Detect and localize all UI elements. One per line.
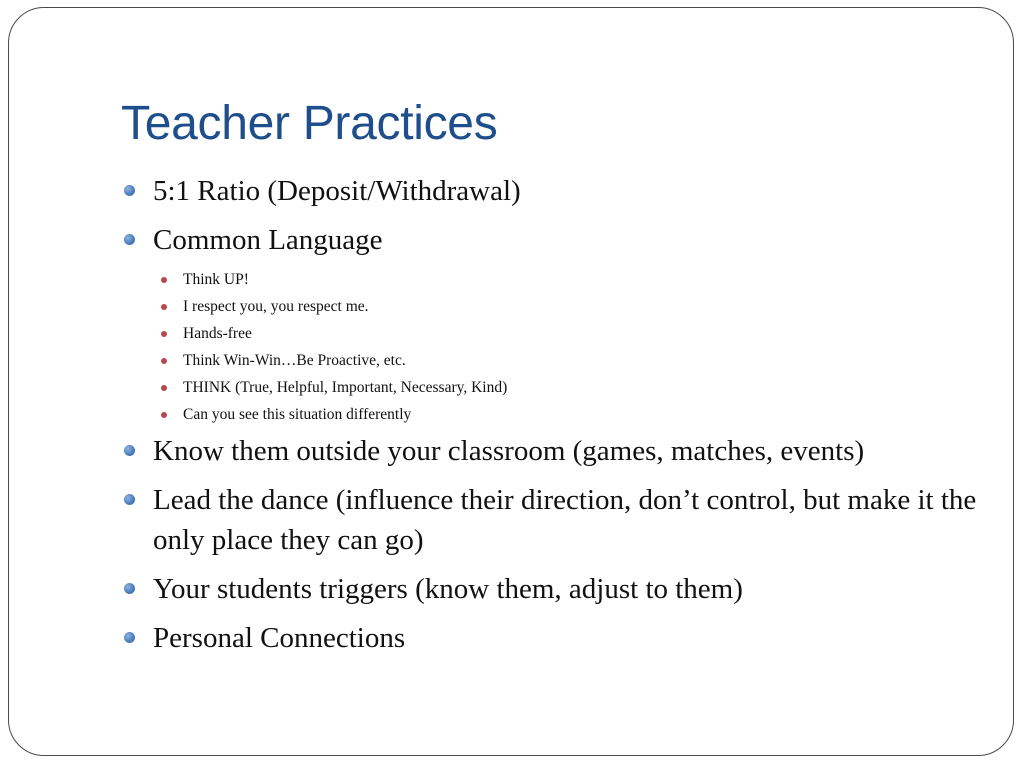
bullet-list: [121, 171, 991, 658]
bullet-common-language: [121, 220, 991, 260]
sub-bullet-text: Think UP!: [183, 271, 249, 288]
sub-bullet-list: [153, 269, 991, 426]
bullet-triggers: [121, 569, 991, 609]
bullet-dot-icon: [124, 494, 135, 505]
sub-bullet-dot-icon: [161, 385, 167, 391]
sub-bullet-text: Can you see this situation differently: [183, 406, 412, 423]
bullet-text: Lead the dance (influence their direction, don’t control, but make it the only place they can go): [153, 484, 977, 556]
slide-body: [121, 171, 991, 667]
sub-bullet: [153, 296, 991, 318]
bullet-ratio: [121, 171, 991, 211]
sub-bullet: [153, 323, 991, 345]
sub-bullet-text: Think Win-Win…Be Proactive, etc.: [183, 352, 406, 369]
sub-bullet: [153, 350, 991, 372]
bullet-text: Know them outside your classroom (games, matches, events): [153, 435, 865, 467]
bullet-dot-icon: [124, 445, 135, 456]
bullet-text: Common Language: [153, 224, 383, 256]
bullet-text: Your students triggers (know them, adjust to them): [153, 573, 743, 605]
bullet-dot-icon: [124, 234, 135, 245]
bullet-text: Personal Connections: [153, 622, 406, 654]
sub-bullet: [153, 269, 991, 291]
sub-bullet-dot-icon: [161, 331, 167, 337]
sub-list-container: [121, 269, 991, 426]
sub-bullet: [153, 377, 991, 399]
bullet-dot-icon: [124, 583, 135, 594]
bullet-lead-the-dance: [121, 480, 991, 560]
bullet-text: 5:1 Ratio (Deposit/Withdrawal): [153, 175, 521, 207]
sub-bullet-text: THINK (True, Helpful, Important, Necessary, Kind): [183, 379, 508, 396]
sub-bullet-dot-icon: [161, 358, 167, 364]
sub-bullet-text: I respect you, you respect me.: [183, 298, 369, 315]
slide-frame: [8, 7, 1014, 756]
bullet-personal-connections: [121, 618, 991, 658]
bullet-dot-icon: [124, 185, 135, 196]
sub-bullet-dot-icon: [161, 277, 167, 283]
slide-title: Teacher Practices: [121, 97, 498, 150]
bullet-dot-icon: [124, 632, 135, 643]
sub-bullet-dot-icon: [161, 304, 167, 310]
sub-bullet-dot-icon: [161, 412, 167, 418]
sub-bullet: [153, 404, 991, 426]
bullet-outside-classroom: [121, 431, 991, 471]
sub-bullet-text: Hands-free: [183, 325, 252, 342]
